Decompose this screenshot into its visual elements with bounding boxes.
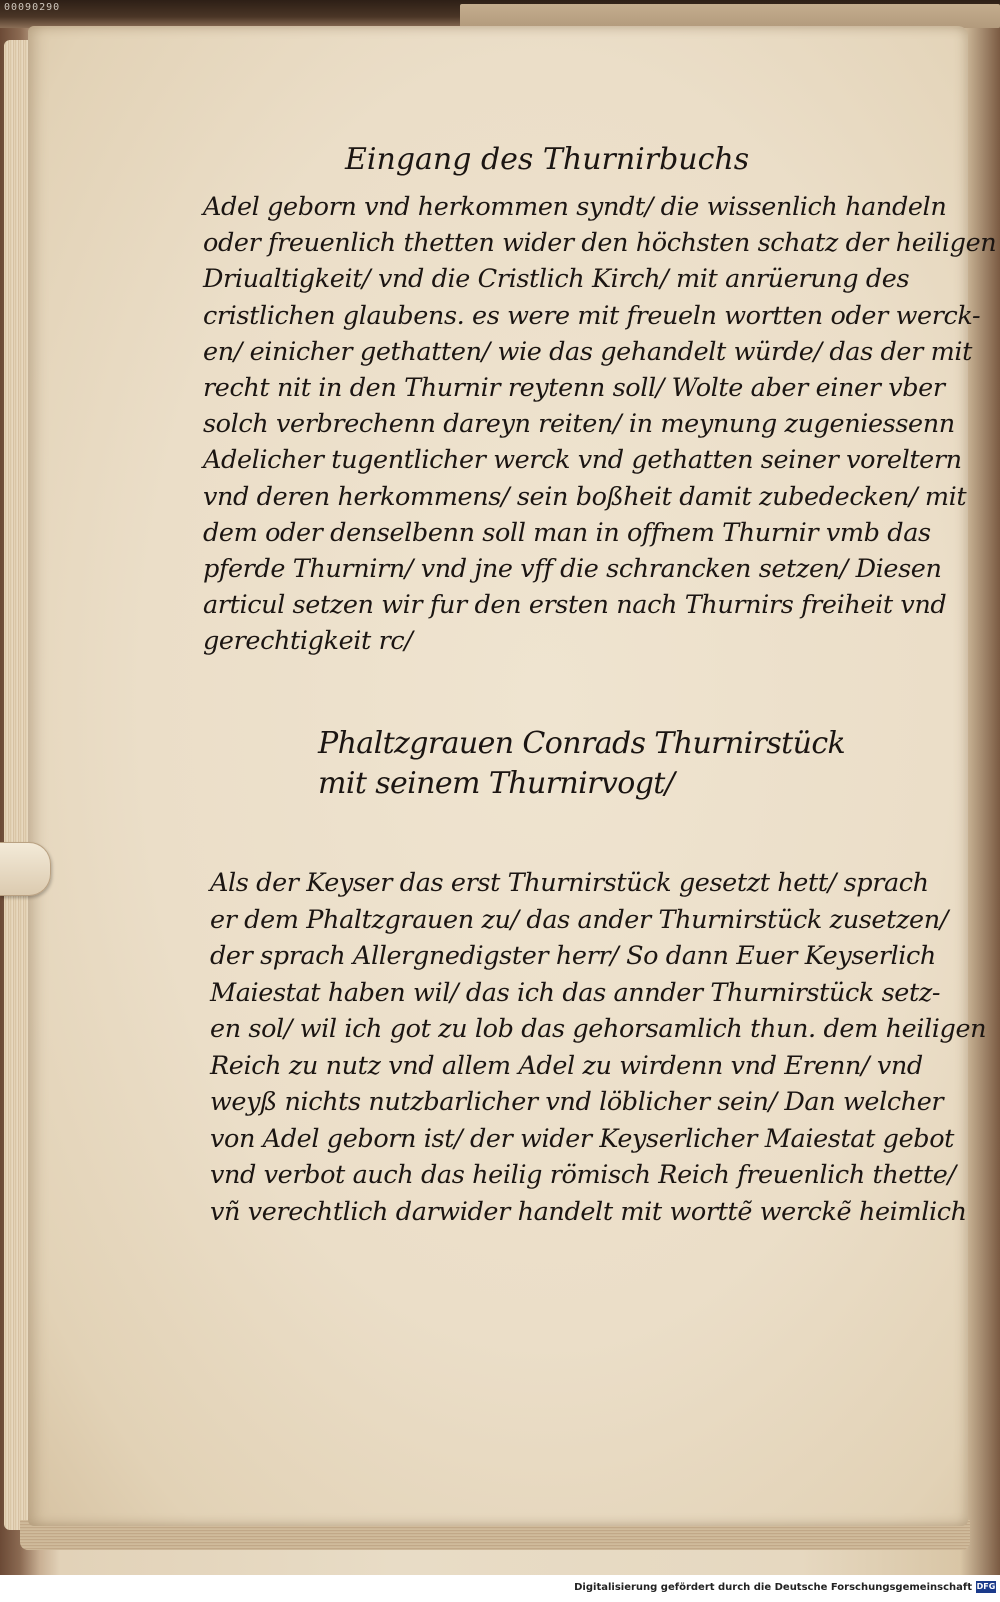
page-heading: Eingang des Thurnirbuchs <box>345 142 750 177</box>
paragraph-2-line: en sol/ wil ich got zu lob das gehorsamlich thun. dem heiligen <box>210 1014 987 1044</box>
paragraph-2-line: Als der Keyser das erst Thurnirstück gesetzt hett/ sprach <box>210 868 929 898</box>
accession-number: 00090290 <box>4 2 61 13</box>
paragraph-2-line: er dem Phaltzgrauen zu/ das ander Thurnirstück zusetzen/ <box>210 904 948 935</box>
page-stack-edge <box>4 40 28 1530</box>
paragraph-1-line: Driualtigkeit/ vnd die Cristlich Kirch/ mit anrüerung des <box>203 264 910 295</box>
dfg-logo: DFG <box>976 1582 996 1591</box>
paragraph-2-line: weyß nichts nutzbarlicher vnd löblicher sein/ Dan welcher <box>210 1087 944 1117</box>
paragraph-1-line: solch verbrechenn dareyn reiten/ in meynung zugeniessenn <box>203 409 955 440</box>
paragraph-2-line: vñ verechtlich darwider handelt mit worttẽ werckẽ heimlich <box>210 1196 967 1227</box>
paragraph-1-line: Adelicher tugentlicher werck vnd gethatten seiner voreltern <box>203 445 962 476</box>
paragraph-1-line: dem oder denselbenn soll man in offnem Thurnir vmb das <box>203 517 931 548</box>
next-page-edge <box>460 4 1000 28</box>
subheading-line: Phaltzgrauen Conrads Thurnirstück <box>318 726 846 761</box>
paragraph-2-line: Maiestat haben wil/ das ich das annder Thurnirstück setz- <box>210 977 941 1008</box>
footer-bar <box>0 1575 1000 1602</box>
subheading-line: mit seinem Thurnirvogt/ <box>318 766 675 801</box>
bookmark-tab[interactable] <box>0 842 51 896</box>
paragraph-1-line: vnd deren herkommens/ sein boßheit damit zubedecken/ mit <box>203 481 967 512</box>
paragraph-1-line: Adel geborn vnd herkommen syndt/ die wissenlich handeln <box>203 192 947 222</box>
paragraph-1-line: cristlichen glaubens. es were mit freueln wortten oder werck- <box>203 300 981 331</box>
paragraph-2-line: der sprach Allergnedigster herr/ So dann Euer Keyserlich <box>210 941 936 971</box>
paragraph-1-line: articul setzen wir fur den ersten nach Thurnirs freiheit vnd <box>203 590 947 621</box>
paragraph-1-line: oder freuenlich thetten wider den höchsten schatz der heiligen <box>203 228 997 259</box>
paragraph-1-line: en/ einicher gethatten/ wie das gehandelt würde/ das der mit <box>203 336 972 367</box>
paragraph-2-line: von Adel geborn ist/ der wider Keyserlicher Maiestat gebot <box>210 1123 954 1154</box>
paragraph-1-line: recht nit in den Thurnir reytenn soll/ Wolte aber einer vber <box>203 373 945 403</box>
paragraph-2-line: vnd verbot auch das heilig römisch Reich freuenlich thette/ <box>210 1160 956 1190</box>
footer-credit: Digitalisierung gefördert durch die Deutsche Forschungsgemeinschaft <box>574 1582 972 1593</box>
paragraph-1-line: gerechtigkeit rc/ <box>203 626 413 657</box>
paragraph-2-line: Reich zu nutz vnd allem Adel zu wirdenn vnd Erenn/ vnd <box>210 1050 923 1081</box>
paragraph-1-line: pferde Thurnirn/ vnd jne vff die schrancken setzen/ Diesen <box>203 554 942 584</box>
